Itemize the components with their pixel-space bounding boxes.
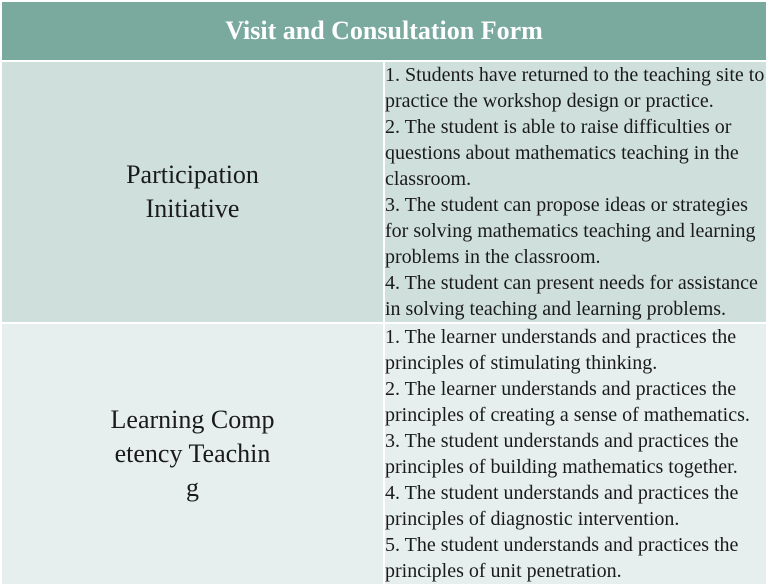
section-label [1,61,384,323]
list-item: 2. The student is able to raise difficulties or questions about mathematics teaching in the classroom. [385,116,739,190]
list-item: 2. The learner understands and practices the principles of creating a sense of mathematics. [385,378,750,426]
section-label-line: Learning Comp [110,405,275,434]
section-items [384,323,767,585]
form-header-row [1,1,767,61]
section-label-line: Initiative [145,194,240,223]
list-item: 4. The student can present needs for assistance in solving teaching and learning problems. [385,272,758,320]
section-row-participation [1,61,767,323]
section-label-line: etency Teachin [114,439,271,468]
list-item: 5. The student understands and practices the principles of unit penetration. [385,534,739,582]
list-item: 3. The student can propose ideas or strategies for solving mathematics teaching and learning problems in the classroom. [385,194,756,268]
form-title: Visit and Consultation Form [1,1,767,61]
list-item: 4. The student understands and practices the principles of diagnostic intervention. [385,482,739,530]
section-label-line: Participation [126,160,259,189]
section-label-line: g [186,473,199,502]
list-item: 1. The learner understands and practices the principles of stimulating thinking. [385,326,737,374]
section-row-learning-competency [1,323,767,585]
list-item: 1. Students have returned to the teaching site to practice the workshop design or practice. [385,64,765,112]
section-items [384,61,767,323]
list-item: 3. The student understands and practices the principles of building mathematics together. [385,430,739,478]
section-label [1,323,384,585]
